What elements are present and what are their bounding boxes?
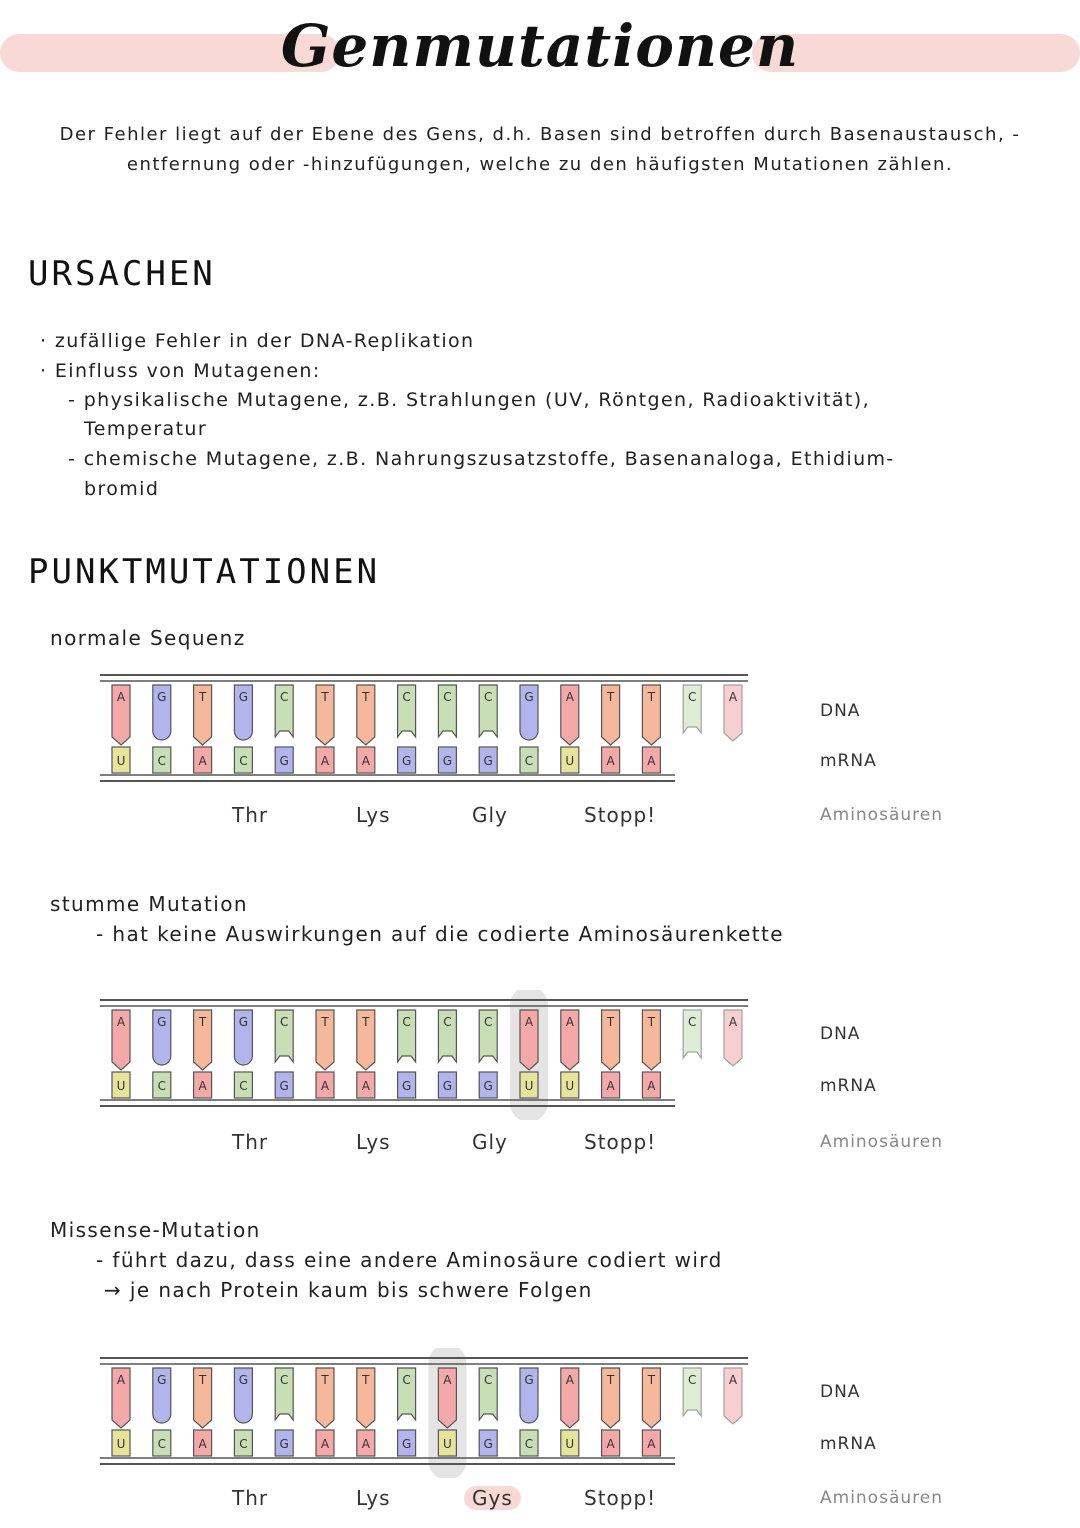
dna-base-letter: A	[524, 1015, 534, 1029]
dna-base-letter: A	[728, 690, 738, 704]
dna-base-letter: C	[688, 690, 697, 704]
dna-base-letter: C	[688, 1373, 697, 1387]
row-label-dna: DNA	[820, 1024, 861, 1044]
mrna-base-letter: G	[401, 754, 412, 768]
mrna-base-letter: U	[116, 1437, 126, 1451]
dna-base-letter: A	[728, 1015, 738, 1029]
dna-base-letter: T	[198, 1373, 207, 1387]
mrna-base-letter: C	[157, 1437, 166, 1451]
amino-acid-label: Thr	[232, 1130, 269, 1154]
ursachen-chemical-1: - chemische Mutagene, z.B. Nahrungszusatzstoffe, Basenanaloga, Ethidium-	[68, 448, 895, 470]
mrna-base-letter: G	[442, 754, 453, 768]
mrna-base-letter: U	[565, 1437, 575, 1451]
dna-base-letter: C	[484, 690, 493, 704]
mrna-base-letter: U	[565, 754, 575, 768]
amino-acid-label: Lys	[356, 1130, 391, 1154]
dna-base-letter: C	[484, 1373, 493, 1387]
dna-base-letter: T	[362, 1015, 370, 1029]
missense-mutation-label: Missense-Mutation	[50, 1218, 261, 1242]
dna-base-letter: T	[647, 1015, 656, 1029]
mrna-base-letter: G	[401, 1079, 412, 1093]
amino-acid-label: Stopp!	[584, 1130, 657, 1154]
dna-base-letter: A	[565, 690, 574, 704]
dna-strand-svg	[100, 665, 760, 795]
mrna-base-letter: A	[647, 1079, 656, 1093]
dna-strand-svg	[100, 990, 760, 1120]
mrna-base-letter: G	[401, 1437, 412, 1451]
dna-base-letter: A	[443, 1373, 452, 1387]
mrna-base-letter: A	[647, 754, 656, 768]
mrna-base-letter: G	[279, 1079, 289, 1093]
dna-base-letter: G	[238, 690, 249, 704]
dna-strand-svg	[100, 1348, 760, 1478]
dna-base-letter: A	[565, 1373, 574, 1387]
row-label-aminosaeuren: Aminosäuren	[820, 1488, 943, 1508]
silent-mutation-desc: - hat keine Auswirkungen auf die codierte Aminosäurenkette	[96, 922, 784, 946]
amino-acid-label: Lys	[356, 803, 391, 827]
row-label-dna: DNA	[820, 701, 861, 721]
dna-base-letter: G	[157, 1015, 167, 1029]
dna-base-letter: T	[198, 1015, 207, 1029]
mrna-base-letter: C	[157, 754, 166, 768]
dna-base-letter: C	[484, 1015, 493, 1029]
mrna-base-letter: A	[361, 754, 370, 768]
mrna-base-letter: U	[524, 1079, 534, 1093]
dna-base-letter: T	[321, 1373, 329, 1387]
amino-acid-label: Gly	[472, 1130, 508, 1154]
amino-acid-label: Stopp!	[584, 803, 657, 827]
mrna-base-letter: G	[279, 754, 289, 768]
dna-base-letter: C	[688, 1015, 697, 1029]
dna-base-letter: A	[565, 1015, 574, 1029]
dna-base-letter: G	[238, 1015, 249, 1029]
mrna-base-letter: G	[483, 754, 493, 768]
mrna-base-letter: U	[116, 754, 126, 768]
amino-acid-label: Thr	[232, 1486, 269, 1510]
punktmutationen-heading: PUNKTMUTATIONEN	[28, 552, 381, 592]
mrna-base-letter: A	[647, 1437, 656, 1451]
mrna-base-letter: A	[198, 1437, 207, 1451]
amino-acid-label: Stopp!	[584, 1486, 657, 1510]
dna-base-letter: C	[280, 1373, 289, 1387]
mrna-base-letter: A	[606, 754, 615, 768]
ursachen-chemical-2: bromid	[84, 478, 160, 500]
dna-base-letter: T	[606, 1373, 615, 1387]
intro-text: Der Fehler liegt auf der Ebene des Gens, d.h. Basen sind betroffen durch Basenaustausch, -entfernung oder -hinzufügungen, welche zu den häufigsten Mutationen zählen.	[59, 124, 1021, 175]
row-label-mrna: mRNA	[820, 751, 877, 771]
dna-base-letter: T	[647, 690, 656, 704]
dna-base-letter: C	[402, 690, 411, 704]
dna-base-letter: T	[362, 690, 370, 704]
mrna-base-letter: A	[606, 1437, 615, 1451]
dna-base-letter: G	[157, 690, 167, 704]
dna-base-letter: G	[524, 690, 534, 704]
dna-diagram-normal	[100, 665, 1060, 845]
mrna-base-letter: C	[239, 754, 248, 768]
mrna-base-letter: A	[198, 754, 207, 768]
dna-base-letter: A	[116, 690, 126, 704]
dna-base-letter: T	[362, 1373, 370, 1387]
mrna-base-letter: U	[116, 1079, 126, 1093]
amino-acid-label: Thr	[232, 803, 269, 827]
mrna-base-letter: A	[361, 1437, 370, 1451]
ursachen-heading: URSACHEN	[28, 254, 216, 294]
mrna-base-letter: A	[320, 1079, 330, 1093]
mrna-base-letter: A	[198, 1079, 207, 1093]
ursachen-physical-1: - physikalische Mutagene, z.B. Strahlungen (UV, Röntgen, Radioaktivität),	[68, 389, 871, 411]
dna-base-letter: T	[606, 690, 615, 704]
mrna-base-letter: C	[239, 1079, 248, 1093]
dna-base-letter: C	[443, 690, 452, 704]
dna-diagram-missense	[100, 1348, 1060, 1528]
dna-base-letter: T	[606, 1015, 615, 1029]
dna-base-letter: T	[321, 1015, 329, 1029]
mrna-base-letter: A	[606, 1079, 615, 1093]
ursachen-physical-2: Temperatur	[84, 418, 208, 440]
dna-base-letter: C	[443, 1015, 452, 1029]
mrna-base-letter: C	[524, 754, 534, 768]
mrna-base-letter: C	[157, 1079, 166, 1093]
missense-mutation-desc-1: - führt dazu, dass eine andere Aminosäure codiert wird	[96, 1248, 723, 1272]
mrna-base-letter: A	[361, 1079, 370, 1093]
row-label-aminosaeuren: Aminosäuren	[820, 1132, 943, 1152]
mrna-base-letter: A	[320, 1437, 330, 1451]
ursachen-bullet-2: · Einfluss von Mutagenen:	[40, 360, 321, 382]
dna-base-letter: G	[157, 1373, 167, 1387]
dna-base-letter: T	[321, 690, 329, 704]
mrna-base-letter: G	[483, 1079, 493, 1093]
mrna-base-letter: G	[279, 1437, 289, 1451]
dna-base-letter: C	[402, 1373, 411, 1387]
mrna-base-letter: A	[320, 754, 330, 768]
dna-base-letter: T	[198, 690, 207, 704]
mrna-base-letter: C	[524, 1437, 534, 1451]
dna-base-letter: A	[116, 1373, 126, 1387]
missense-mutation-desc-2: → je nach Protein kaum bis schwere Folgen	[104, 1278, 593, 1302]
mrna-base-letter: G	[483, 1437, 493, 1451]
silent-mutation-label: stumme Mutation	[50, 892, 248, 916]
mrna-base-letter: G	[442, 1079, 453, 1093]
amino-acid-label: Lys	[356, 1486, 391, 1510]
dna-base-letter: A	[728, 1373, 738, 1387]
dna-base-letter: C	[402, 1015, 411, 1029]
dna-base-letter: C	[280, 690, 289, 704]
mrna-base-letter: C	[239, 1437, 248, 1451]
dna-base-letter: G	[238, 1373, 249, 1387]
dna-base-letter: A	[116, 1015, 126, 1029]
row-label-aminosaeuren: Aminosäuren	[820, 805, 943, 825]
normal-sequence-label: normale Sequenz	[50, 626, 246, 650]
dna-base-letter: T	[647, 1373, 656, 1387]
page-title: Genmutationen	[280, 12, 800, 80]
row-label-dna: DNA	[820, 1382, 861, 1402]
amino-acid-label-highlighted: Gys	[464, 1486, 521, 1510]
row-label-mrna: mRNA	[820, 1076, 877, 1096]
dna-diagram-silent	[100, 990, 1060, 1170]
ursachen-bullet-1: · zufällige Fehler in der DNA-Replikation	[40, 330, 475, 352]
dna-base-letter: C	[280, 1015, 289, 1029]
amino-acid-label: Gly	[472, 803, 508, 827]
mrna-base-letter: U	[443, 1437, 452, 1451]
row-label-mrna: mRNA	[820, 1434, 877, 1454]
dna-base-letter: G	[524, 1373, 534, 1387]
mrna-base-letter: U	[565, 1079, 575, 1093]
